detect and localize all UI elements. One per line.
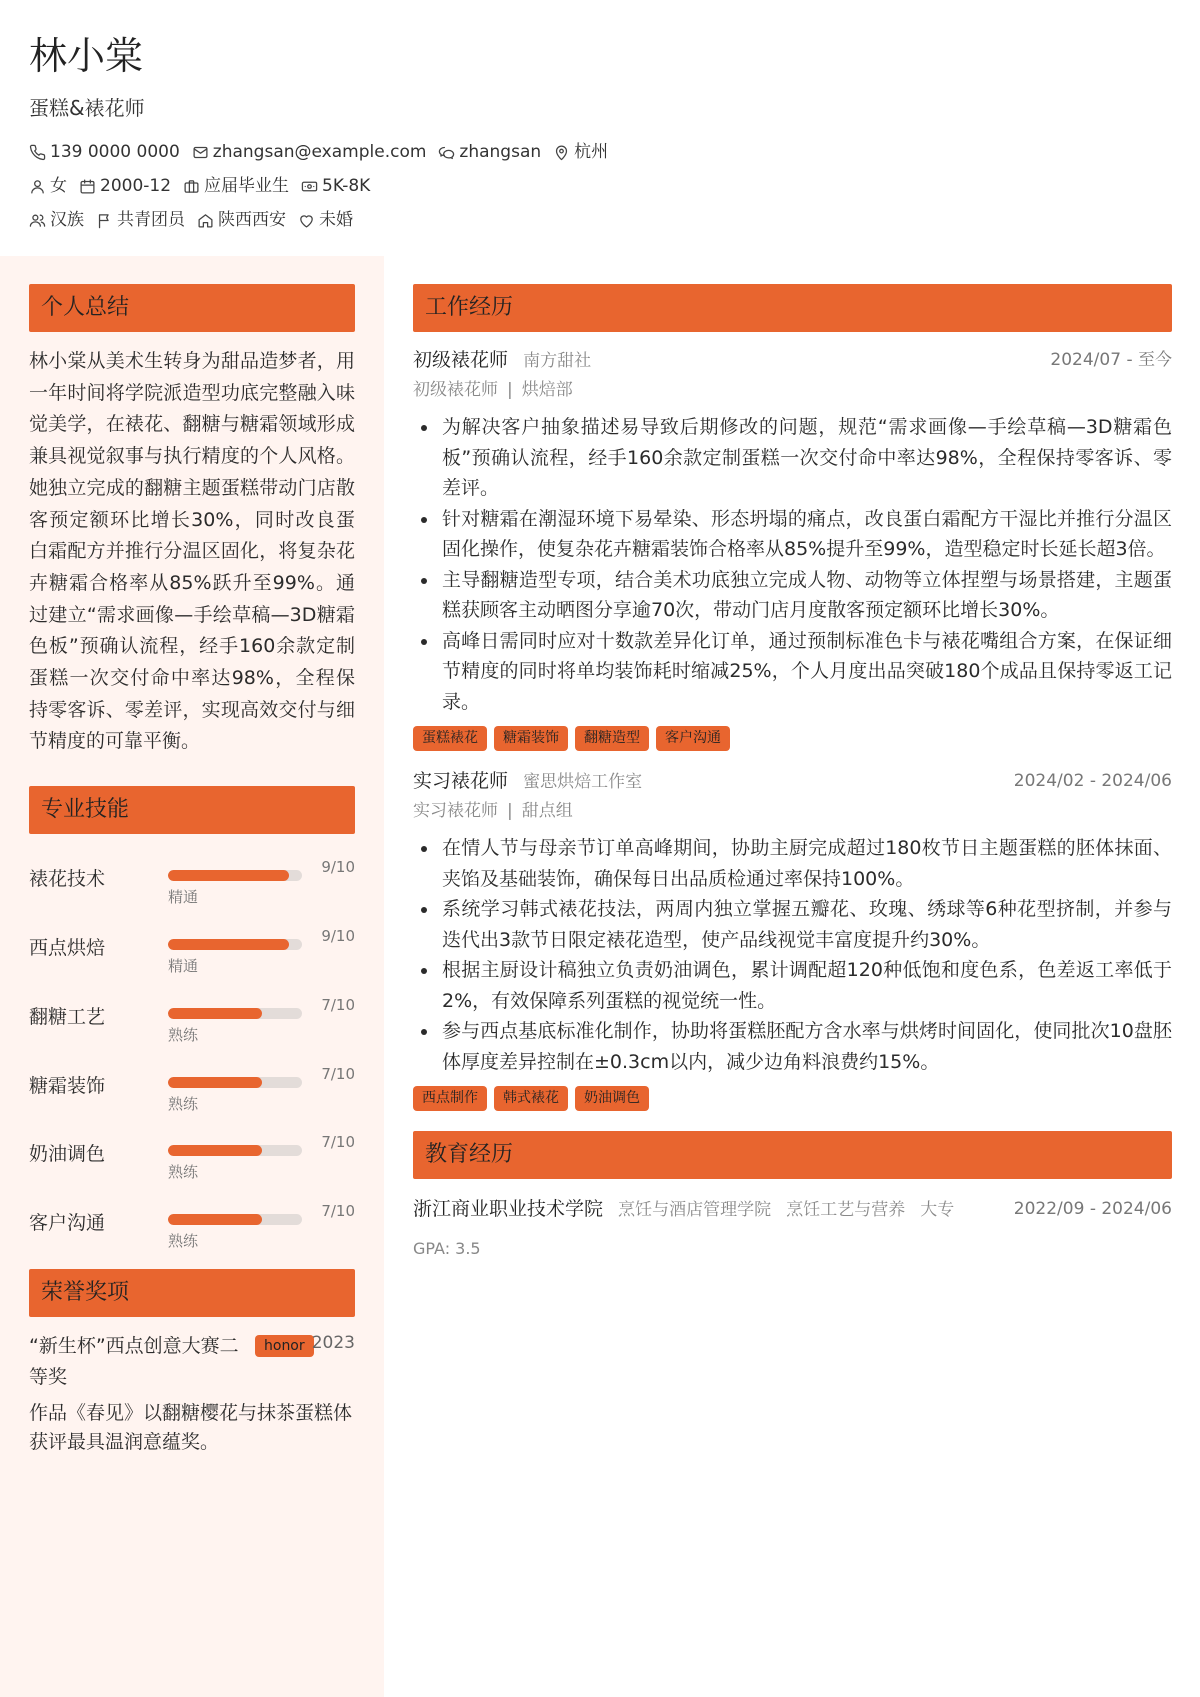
job-header [413,767,1172,795]
skill-item [29,844,355,913]
skill-item [29,1119,355,1188]
left-column [29,284,355,1457]
info-marital [298,208,353,232]
info-email [192,140,427,164]
job-bullet: 针对糖霜在潮湿环境下易晕染、形态坍塌的痛点，改良蛋白霜配方干湿比并推行分温区固化操作，使复杂花卉糖霜装饰合格率从85%提升至99%，造型稳定时长延长超3倍。 [442,504,1172,565]
skill-item [29,1188,355,1257]
skill-level: 熟练 [168,1094,199,1113]
skills-title: 专业技能 [29,786,355,834]
job-bullet: 系统学习韩式裱花技法，两周内独立掌握五瓣花、玫瑰、绣球等6种花型挤制，并参与迭代出3款节日限定裱花造型，使产品线视觉丰富度提升约30%。 [442,894,1172,955]
honors-title: 荣誉奖项 [29,1269,355,1317]
info-row-contact [29,140,1169,164]
skill-score: 7/10 [321,1133,355,1152]
work-title: 工作经历 [413,284,1172,332]
skill-name: 裱花技术 [29,868,106,891]
skill-bar-track [168,939,302,950]
work-section [413,284,1172,1111]
skills-section [29,786,355,1257]
job-bullets [413,833,1172,1077]
skill-level: 熟练 [168,1025,199,1044]
skill-name: 糖霜装饰 [29,1074,106,1097]
job-department: 烘焙部 [521,380,573,400]
money-icon [301,178,318,195]
skill-bar-fill [168,939,289,950]
briefcase-icon [183,178,200,195]
skill-bar-fill [168,1145,262,1156]
home-icon [197,212,214,229]
job-position: 初级裱花师 [413,380,498,400]
skill-score: 7/10 [321,1202,355,1221]
skill-score: 7/10 [321,995,355,1014]
job-company: 蜜思烘焙工作室 [523,772,643,792]
info-birth [79,174,171,198]
job-bullet: 根据主厨设计稿独立负责奶油调色，累计调配超120种低饱和度色系，色差返工率低于2%，有效保障系列蛋糕的视觉统一性。 [442,955,1172,1016]
marital-text: 未婚 [319,210,353,230]
skill-level: 精通 [168,888,199,907]
wechat-icon [438,144,455,161]
skill-score: 9/10 [321,926,355,945]
skill-name: 客户沟通 [29,1212,106,1235]
location-text: 杭州 [574,142,609,162]
skill-level: 熟练 [168,1232,199,1251]
skill-item [29,982,355,1051]
honor-item [29,1331,355,1457]
job-subtitle [413,798,1172,824]
skill-tag: 奶油调色 [575,1086,649,1111]
major-name: 烹饪工艺与营养 [786,1200,906,1220]
job-bullet: 在情人节与母亲节订单高峰期间，协助主厨完成超过180枚节日主题蛋糕的胚体抹面、夹馅及基础装饰，确保每日出品质检通过率保持100%。 [442,833,1172,894]
skill-bar-fill [168,1077,262,1088]
resume-header [29,30,1169,256]
info-salary [301,174,370,198]
skill-tag: 客户沟通 [656,726,730,751]
summary-section [29,284,355,758]
skills-list [29,844,355,1257]
birth-text: 2000-12 [100,176,172,196]
skill-bar-fill [168,870,289,881]
info-gender [29,174,67,198]
skill-tag: 翻糖造型 [575,726,649,751]
job-bullets [413,412,1172,717]
calendar-icon [79,178,96,195]
skill-bar-track [168,1077,302,1088]
ethnicity-text: 汉族 [50,210,84,230]
people-icon [29,212,46,229]
skill-level: 精通 [168,956,199,975]
gpa: GPA: 3.5 [413,1239,481,1258]
info-phone [29,140,180,164]
education-title: 教育经历 [413,1131,1172,1179]
skill-bar-track [168,1214,302,1225]
political-text: 共青团员 [117,210,185,230]
job-role: 初级裱花师 [413,349,509,371]
honors-section [29,1269,355,1457]
skill-name: 奶油调色 [29,1143,106,1166]
skill-tag: 蛋糕裱花 [413,726,487,751]
email-icon [192,144,209,161]
job-bullet: 高峰日需同时应对十数款差异化订单，通过预制标准色卡与裱花嘴组合方案，在保证细节精度的同时将单均装饰耗时缩减25%，个人月度出品突破180个成品且保持零返工记录。 [442,626,1172,718]
info-wechat [438,140,541,164]
job-tags [413,726,1172,751]
skill-tag: 糖霜装饰 [494,726,568,751]
separator: | [507,801,513,821]
honor-description: 作品《春见》以翻糖樱花与抹茶蛋糕体获评最具温润意蕴奖。 [29,1401,353,1453]
job-header [413,346,1172,374]
skill-bar-track [168,1008,302,1019]
skill-item [29,913,355,982]
job-role: 实习裱花师 [413,770,509,792]
skill-bar-track [168,1145,302,1156]
job-date: 2024/02 - 2024/06 [1013,771,1172,791]
phone-icon [29,144,46,161]
heart-icon [298,212,315,229]
education-header [413,1195,1172,1223]
job-bullet: 主导翻糖造型专项，结合美术功底独立完成人物、动物等立体捏塑与场景搭建，主题蛋糕获顾客主动晒图分享逾70次，带动门店月度散客预定额环比增长30%。 [442,565,1172,626]
job-date: 2024/07 - 至今 [1050,350,1172,370]
job-company: 南方甜社 [523,351,592,371]
job-bullet: 为解决客户抽象描述易导致后期修改的问题，规范“需求画像—手绘草稿—3D糖霜色板”预确认流程，经手160余款定制蛋糕一次交付命中率达98%，全程保持零客诉、零差评。 [442,412,1172,504]
skill-bar-track [168,870,302,881]
info-ethnicity [29,208,84,232]
separator: | [507,380,513,400]
skill-item [29,1051,355,1120]
experience-text: 应届毕业生 [204,176,290,196]
skill-score: 9/10 [321,858,355,877]
wechat-text: zhangsan [459,142,542,162]
skill-score: 7/10 [321,1064,355,1083]
job-tags [413,1086,1172,1111]
phone-text: 139 0000 0000 [50,142,180,162]
info-experience [183,174,289,198]
honor-name: “新生杯”西点创意大赛二等奖 [29,1334,239,1388]
education-entry [413,1195,1172,1258]
info-row-personal [29,174,1169,198]
user-icon [29,178,46,195]
degree: 大专 [920,1200,955,1220]
summary-text: 林小棠从美术生转身为甜品造梦者，用一年时间将学院派造型功底完整融入味觉美学，在裱花、翻糖与糖霜领域形成兼具视觉叙事与执行精度的个人风格。她独立完成的翻糖主题蛋糕带动门店散客预定额环比增长30%，同时改良蛋白霜配方并推行分温区固化，将复杂花卉糖霜合格率从85%跃升至99%。通过建立“需求画像—手绘草稿—3D糖霜色板”预确认流程，经手160余款定制蛋糕一次交付命中率达98%，全程保持零客诉、零差评，实现高效交付与细节精度的可靠平衡。 [29,350,355,753]
hometown-text: 陕西西安 [218,210,286,230]
job-department: 甜点组 [521,801,573,821]
job-entry [413,767,1172,1111]
skill-bar-fill [168,1214,262,1225]
location-icon [553,144,570,161]
job-subtitle [413,377,1172,403]
job-bullet: 参与西点基底标准化制作，协助将蛋糕胚配方含水率与烘烤时间固化，使同批次10盘胚体厚度差异控制在±0.3cm以内，减少边角料浪费约15%。 [442,1016,1172,1077]
college-name: 烹饪与酒店管理学院 [618,1200,772,1220]
right-column [413,284,1172,1258]
candidate-title: 蛋糕&裱花师 [29,96,145,120]
education-section [413,1131,1172,1258]
email-text: zhangsan@example.com [212,142,427,162]
info-location [553,140,608,164]
info-row-background [29,208,1169,232]
skill-bar-fill [168,1008,262,1019]
candidate-name: 林小棠 [29,34,144,78]
school-name: 浙江商业职业技术学院 [413,1198,604,1220]
skill-level: 熟练 [168,1163,199,1182]
skill-tag: 西点制作 [413,1086,487,1111]
honor-year: 2023 [311,1332,355,1353]
education-date: 2022/09 - 2024/06 [1013,1199,1172,1219]
salary-text: 5K-8K [322,176,371,196]
skill-name: 西点烘焙 [29,936,106,959]
flag-icon [96,212,113,229]
gender-text: 女 [50,176,67,196]
info-political [96,208,185,232]
job-position: 实习裱花师 [413,801,498,821]
job-entry [413,346,1172,751]
summary-title: 个人总结 [29,284,355,332]
info-hometown [197,208,286,232]
skill-name: 翻糖工艺 [29,1005,106,1028]
honor-badge: honor [255,1335,314,1357]
skill-tag: 韩式裱花 [494,1086,568,1111]
